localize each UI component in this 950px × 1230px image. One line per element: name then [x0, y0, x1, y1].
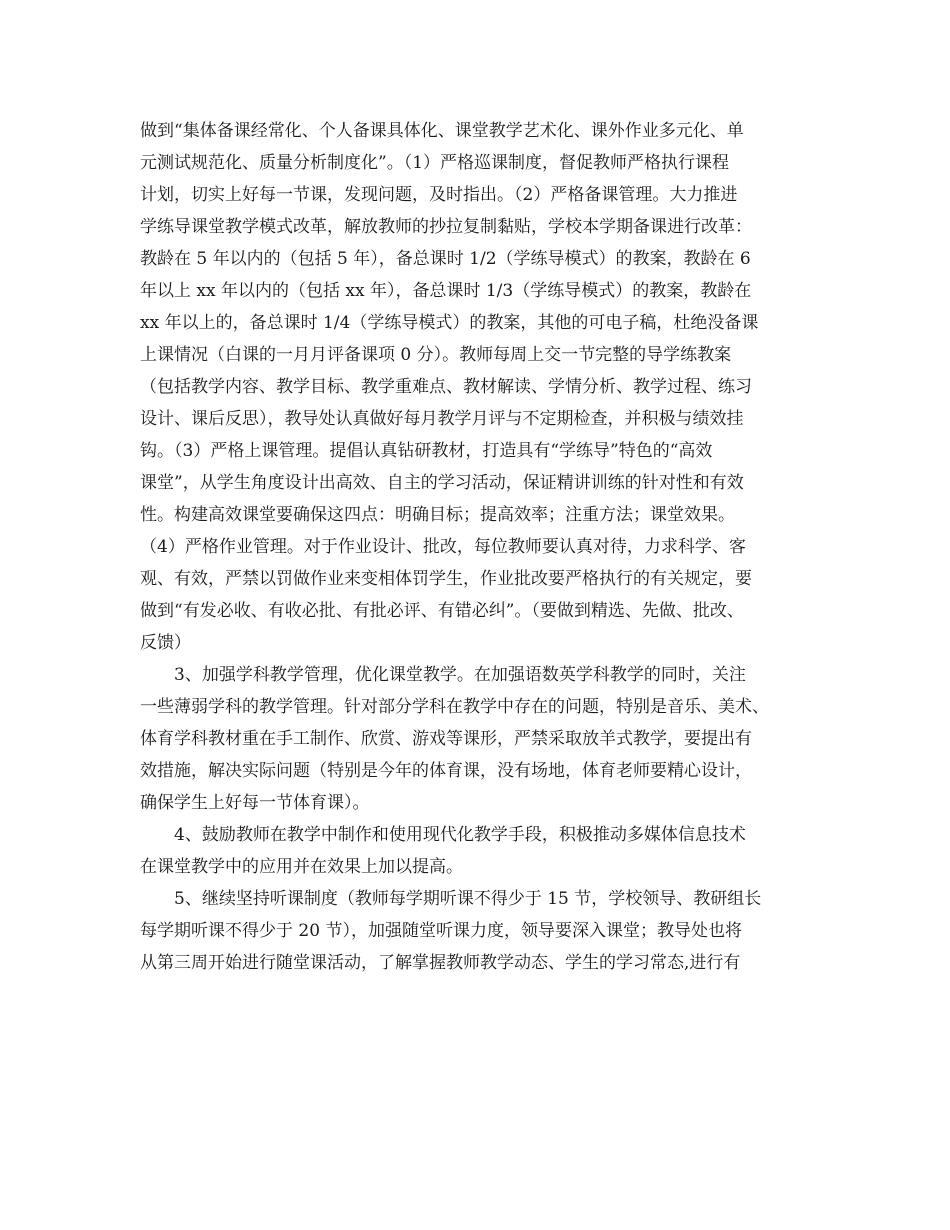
text-line: 设计、课后反思），教导处认真做好每月教学月评与不定期检查，并积极与绩效挂: [140, 409, 744, 429]
text-line: 一些薄弱学科的教学管理。针对部分学科在教学中存在的问题，特别是音乐、美术、: [140, 697, 769, 717]
text-line: 教龄在 5 年以内的（包括 5 年），备总课时 1/2（学练导模式）的教案，教龄在 6: [140, 249, 751, 269]
text-line: 从第三周开始进行随堂课活动，了解掌握教师教学动态、学生的学习常态,进行有: [140, 953, 741, 973]
text-line: 计划，切实上好每一节课，发现问题，及时指出。（2）严格备课管理。大力推进: [140, 185, 738, 205]
text-line: 在课堂教学中的应用并在效果上加以提高。: [140, 857, 463, 877]
text-line: 钩。（3）严格上课管理。提倡认真钻研教材，打造具有“学练导”特色的“高效: [140, 441, 713, 461]
text-line: 反馈）: [140, 633, 191, 653]
text-line: 观、有效，严禁以罚做作业来变相体罚学生，作业批改要严格执行的有关规定，要: [140, 569, 752, 589]
text-line: 元测试规范化、质量分析制度化”。（1）严格巡课制度，督促教师严格执行课程: [140, 153, 730, 173]
text-line: 性。构建高效课堂要确保这四点：明确目标；提高效率；注重方法；课堂效果。: [140, 505, 735, 525]
text-line: 学练导课堂教学模式改革，解放教师的抄拉复制黏贴，学校本学期备课进行改革：: [140, 217, 752, 237]
text-line: 效措施，解决实际问题（特别是今年的体育课，没有场地，体育老师要精心设计，: [140, 761, 752, 781]
text-line: 体育学科教材重在手工制作、欣赏、游戏等课形，严禁采取放羊式教学，要提出有: [140, 729, 752, 749]
text-line: xx 年以上的，备总课时 1/4（学练导模式）的教案，其他的可电子稿，杜绝没备课: [140, 313, 759, 333]
text-line: （包括教学内容、教学目标、教学重难点、教材解读、学情分析、教学过程、练习: [140, 377, 752, 397]
text-line: 3、加强学科教学管理，优化课堂教学。在加强语数英学科教学的同时，关注: [174, 665, 746, 685]
text-line: 4、鼓励教师在教学中制作和使用现代化教学手段，积极推动多媒体信息技术: [174, 825, 746, 845]
text-line: 做到“集体备课经常化、个人备课具体化、课堂教学艺术化、课外作业多元化、单: [140, 121, 744, 141]
text-line: 课堂”，从学生角度设计出高效、自主的学习活动，保证精讲训练的针对性和有效: [140, 473, 744, 493]
text-line: 每学期听课不得少于 20 节），加强随堂听课力度，领导要深入课堂；教导处也将: [140, 921, 742, 941]
text-line: 确保学生上好每一节体育课）。: [140, 793, 370, 813]
text-line: 5、继续坚持听课制度（教师每学期听课不得少于 15 节，学校领导、教研组长: [174, 889, 762, 909]
text-line: 做到“有发必收、有收必批、有批必评、有错必纠”。（要做到精选、先做、批改、: [140, 601, 744, 621]
document-body: [140, 115, 830, 979]
text-line: 上课情况（白课的一月月评备课项 0 分）。教师每周上交一节完整的导学练教案: [140, 345, 732, 365]
text-line: 年以上 xx 年以内的（包括 xx 年），备总课时 1/3（学练导模式）的教案，教龄在: [140, 281, 752, 301]
text-line: （4）严格作业管理。对于作业设计、批改，每位教师要认真对待，力求科学、客: [140, 537, 746, 557]
